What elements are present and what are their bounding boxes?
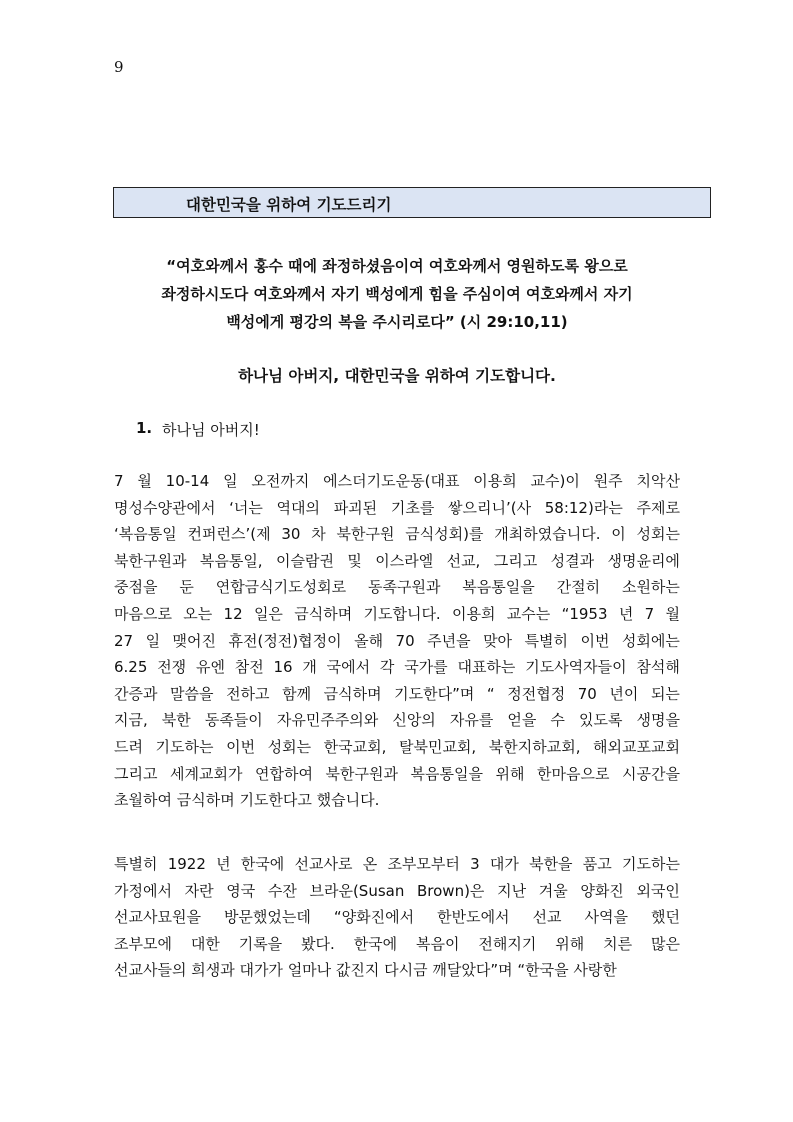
word: “양화진에서 bbox=[333, 908, 415, 927]
paragraph-line bbox=[114, 878, 680, 905]
word: ‘복음통일 bbox=[114, 525, 177, 544]
word: Brown)은 bbox=[417, 881, 485, 900]
word: 국에서 bbox=[326, 658, 371, 677]
prayer-heading: 하나님 아버지, 대한민국을 위하여 기도합니다. bbox=[238, 367, 556, 385]
word: 기도합니다. bbox=[363, 604, 441, 623]
word: 온 bbox=[362, 855, 378, 873]
word: 자유민주주의와 bbox=[276, 711, 379, 730]
word: 수잔 bbox=[267, 881, 297, 900]
word: 북한을 bbox=[529, 855, 573, 873]
word: 방문했었는데 bbox=[223, 908, 311, 927]
word: 오전까지 bbox=[251, 472, 310, 490]
word: 자유를 bbox=[449, 711, 494, 730]
verse-line: 좌정하시도다 여호와께서 자기 백성에게 힘을 주심이여 여호와께서 자기 bbox=[161, 285, 633, 303]
word: 파괴된 bbox=[333, 498, 378, 517]
word: 복음통일을 bbox=[410, 764, 483, 783]
word: 월 bbox=[137, 472, 152, 490]
word: 얻을 bbox=[507, 711, 537, 730]
word: 생명윤리에 bbox=[607, 551, 680, 570]
word: 기도하는 bbox=[155, 737, 214, 756]
word: 치른 bbox=[603, 934, 633, 953]
word: 27 bbox=[114, 631, 134, 650]
word: 일 bbox=[145, 631, 161, 650]
paragraph-line bbox=[114, 548, 680, 575]
word: 되는 bbox=[650, 684, 680, 703]
word: 월 bbox=[665, 604, 680, 623]
section-title-box bbox=[113, 187, 711, 218]
word: 및 bbox=[347, 551, 362, 570]
word: 둔 bbox=[179, 578, 194, 597]
word: 1922 bbox=[167, 855, 206, 873]
word: 주제로 bbox=[636, 498, 680, 517]
word: 자란 bbox=[184, 881, 214, 900]
word: 해외교포교회 bbox=[593, 737, 680, 756]
word: 선교사묘원을 bbox=[114, 908, 201, 927]
word: 마음으로 bbox=[114, 604, 172, 623]
word: 이스라엘 bbox=[375, 551, 434, 570]
word: 차 bbox=[311, 525, 326, 544]
word: 맞아 bbox=[483, 631, 513, 650]
word: 가정에서 bbox=[114, 881, 172, 900]
paragraph-line bbox=[114, 707, 680, 734]
paragraph-line bbox=[114, 495, 680, 522]
word: 연합하여 bbox=[255, 764, 313, 783]
word: 위해 bbox=[555, 934, 585, 953]
word: 이용희 bbox=[452, 604, 496, 623]
word: 많은 bbox=[650, 934, 680, 953]
word: 10-14 bbox=[165, 472, 210, 490]
word: 북한구원과 bbox=[325, 764, 398, 783]
word: 동족들이 bbox=[204, 711, 263, 730]
paragraph-line bbox=[114, 468, 680, 495]
word: 국가를 bbox=[404, 658, 448, 677]
word: 수 bbox=[550, 711, 565, 730]
paragraph-line bbox=[114, 574, 680, 601]
word: 성회는 bbox=[636, 525, 680, 544]
word: 전하고 bbox=[226, 684, 270, 703]
word: 맺어진 bbox=[172, 631, 217, 650]
body-paragraph bbox=[114, 851, 680, 984]
word: 성회는 bbox=[267, 737, 312, 756]
word: 복음통일을 bbox=[462, 578, 535, 597]
word: 외국인 bbox=[636, 881, 680, 900]
word: 원주 bbox=[593, 472, 623, 490]
word: 역대의 bbox=[276, 498, 321, 517]
word: 신앙의 bbox=[392, 711, 436, 730]
word: 했던 bbox=[650, 908, 680, 927]
body-paragraph bbox=[114, 468, 680, 814]
word: 7 bbox=[114, 472, 124, 490]
word: 영국 bbox=[226, 881, 256, 900]
scripture-verse bbox=[114, 252, 680, 336]
word: 기도하는 bbox=[621, 855, 680, 873]
word: 조부모부터 bbox=[387, 855, 460, 873]
word: 그리고 bbox=[493, 551, 538, 570]
word: 년이 bbox=[609, 684, 639, 703]
paragraph-line bbox=[114, 681, 680, 708]
word: 복음통일, bbox=[199, 551, 263, 570]
word: 오는 bbox=[183, 604, 213, 623]
word: 북한구원 bbox=[336, 525, 395, 544]
word: 기초를 bbox=[390, 498, 435, 517]
word: 복음이 bbox=[416, 934, 460, 953]
word: 전해지기 bbox=[478, 934, 537, 953]
word: 연합금식기도성회로 bbox=[215, 578, 347, 597]
word: 기도한다”며 bbox=[394, 684, 475, 703]
word: 간증과 bbox=[114, 684, 158, 703]
word: 30 bbox=[281, 525, 301, 544]
word: 이 bbox=[611, 525, 626, 544]
word: “ bbox=[486, 684, 495, 703]
paragraph-line bbox=[114, 851, 680, 878]
word: 70 bbox=[577, 684, 597, 703]
word: 지금, bbox=[114, 711, 148, 730]
word: 위해 bbox=[495, 764, 525, 783]
word: 사역을 bbox=[584, 908, 628, 927]
word: 한국에 bbox=[240, 855, 285, 873]
word: 년 bbox=[618, 604, 634, 623]
word: 대한 bbox=[190, 934, 220, 953]
word: 전쟁 bbox=[157, 658, 187, 677]
paragraph-line bbox=[114, 521, 680, 548]
paragraph-line bbox=[114, 654, 680, 681]
word: 휴전(정전)협정이 bbox=[228, 631, 342, 650]
word: 58:12)라는 bbox=[544, 498, 623, 517]
word: 봤다. bbox=[301, 934, 335, 953]
word: 선교 bbox=[532, 908, 562, 927]
word: 각 bbox=[379, 658, 395, 677]
word: 년 bbox=[216, 855, 231, 873]
paragraph-line bbox=[114, 601, 680, 628]
verse-line: 백성에게 평강의 복을 주시리로다” (시 29:10,11) bbox=[226, 313, 568, 331]
word: 대가 bbox=[489, 855, 519, 873]
word: 북한 bbox=[161, 711, 191, 730]
word: 6.25 bbox=[114, 658, 148, 677]
word: 조부모에 bbox=[114, 934, 172, 953]
word: 이번 bbox=[226, 737, 256, 756]
word: 한반도에서 bbox=[437, 908, 510, 927]
paragraph-line: 초월하여 금식하며 기도한다고 했습니다. bbox=[114, 791, 380, 810]
word: 성회에는 bbox=[621, 631, 680, 650]
paragraph-line bbox=[114, 904, 680, 931]
word: 교수는 bbox=[506, 604, 551, 623]
word: 함께 bbox=[282, 684, 312, 703]
word: 성결과 bbox=[550, 551, 595, 570]
word: 올해 bbox=[354, 631, 384, 650]
word: 치악산 bbox=[636, 472, 680, 490]
word: 참전 bbox=[234, 658, 264, 677]
word: 에스더기도운동(대표 bbox=[323, 472, 460, 490]
word: 금식하며 bbox=[323, 684, 382, 703]
page-number: 9 bbox=[114, 58, 124, 76]
paragraph-line bbox=[114, 734, 680, 761]
word: 참석해 bbox=[636, 658, 680, 677]
word: 이용희 bbox=[473, 472, 517, 490]
word: 한마음으로 bbox=[536, 764, 610, 783]
word: 중점을 bbox=[114, 578, 158, 597]
paragraph-line: 선교사들의 희생과 대가가 얼마나 값진지 다시금 깨달았다”며 “한국을 사랑한 bbox=[114, 961, 617, 980]
word: 유엔 bbox=[195, 658, 225, 677]
word: 북한지하교회, bbox=[488, 737, 581, 756]
word: 있도록 bbox=[578, 711, 623, 730]
word: 이슬람권 bbox=[275, 551, 334, 570]
word: 12 bbox=[223, 604, 243, 623]
word: 개 bbox=[302, 658, 317, 677]
word: 기록을 bbox=[238, 934, 283, 953]
word: 한국에 bbox=[353, 934, 398, 953]
word: 양화진 bbox=[580, 881, 624, 900]
word: 간절히 bbox=[556, 578, 601, 597]
paragraph-line bbox=[114, 628, 680, 655]
word: 겨울 bbox=[538, 881, 568, 900]
word: 지난 bbox=[497, 881, 527, 900]
section-title: 대한민국을 위하여 기도드리기 bbox=[186, 196, 392, 214]
word: 3 bbox=[470, 855, 480, 873]
word: 주년을 bbox=[427, 631, 471, 650]
word: 선교, bbox=[446, 551, 481, 570]
word: 탈북민교회, bbox=[398, 737, 477, 756]
word: 드려 bbox=[114, 737, 143, 756]
word: 브라운(Susan bbox=[309, 881, 405, 900]
word: ‘너는 bbox=[229, 498, 263, 517]
word: 한국교회, bbox=[323, 737, 387, 756]
word: 시공간을 bbox=[621, 764, 680, 783]
word: 16 bbox=[273, 658, 293, 677]
word: 일 bbox=[223, 472, 238, 490]
word: 선교사로 bbox=[294, 855, 353, 873]
list-item-label: 하나님 아버지! bbox=[162, 421, 260, 439]
word: 금식하며 bbox=[294, 604, 353, 623]
word: 개최하였습니다. bbox=[494, 525, 601, 544]
paragraph-line bbox=[114, 761, 680, 788]
word: 명성수양관에서 bbox=[114, 498, 216, 517]
word: 북한구원과 bbox=[114, 551, 187, 570]
word: 세계교회가 bbox=[170, 764, 243, 783]
verse-line: “여호와께서 홍수 때에 좌정하셨음이여 여호와께서 영원하도록 왕으로 bbox=[166, 257, 628, 275]
word: 7 bbox=[644, 604, 655, 623]
word: 대표하는 bbox=[457, 658, 516, 677]
word: 70 bbox=[395, 631, 415, 650]
word: 소원하는 bbox=[621, 578, 680, 597]
word: 특별히 bbox=[524, 631, 568, 650]
list-item-number: 1. bbox=[136, 419, 153, 437]
word: 동족구원과 bbox=[367, 578, 441, 597]
paragraph-line bbox=[114, 931, 680, 958]
word: 일은 bbox=[253, 604, 283, 623]
word: 쌓으리니’(사 bbox=[448, 498, 532, 517]
word: 컨퍼런스’(제 bbox=[187, 525, 271, 544]
word: 기도사역자들이 bbox=[525, 658, 627, 677]
word: 그리고 bbox=[114, 764, 158, 783]
word: 생명을 bbox=[636, 711, 680, 730]
word: 특별히 bbox=[114, 855, 158, 873]
word: 말씀을 bbox=[170, 684, 214, 703]
word: 품고 bbox=[582, 855, 612, 873]
word: 이번 bbox=[580, 631, 610, 650]
word: “1953 bbox=[561, 604, 608, 623]
word: 금식성회)를 bbox=[405, 525, 484, 544]
word: 교수)이 bbox=[530, 472, 580, 490]
word: 정전협정 bbox=[507, 684, 566, 703]
